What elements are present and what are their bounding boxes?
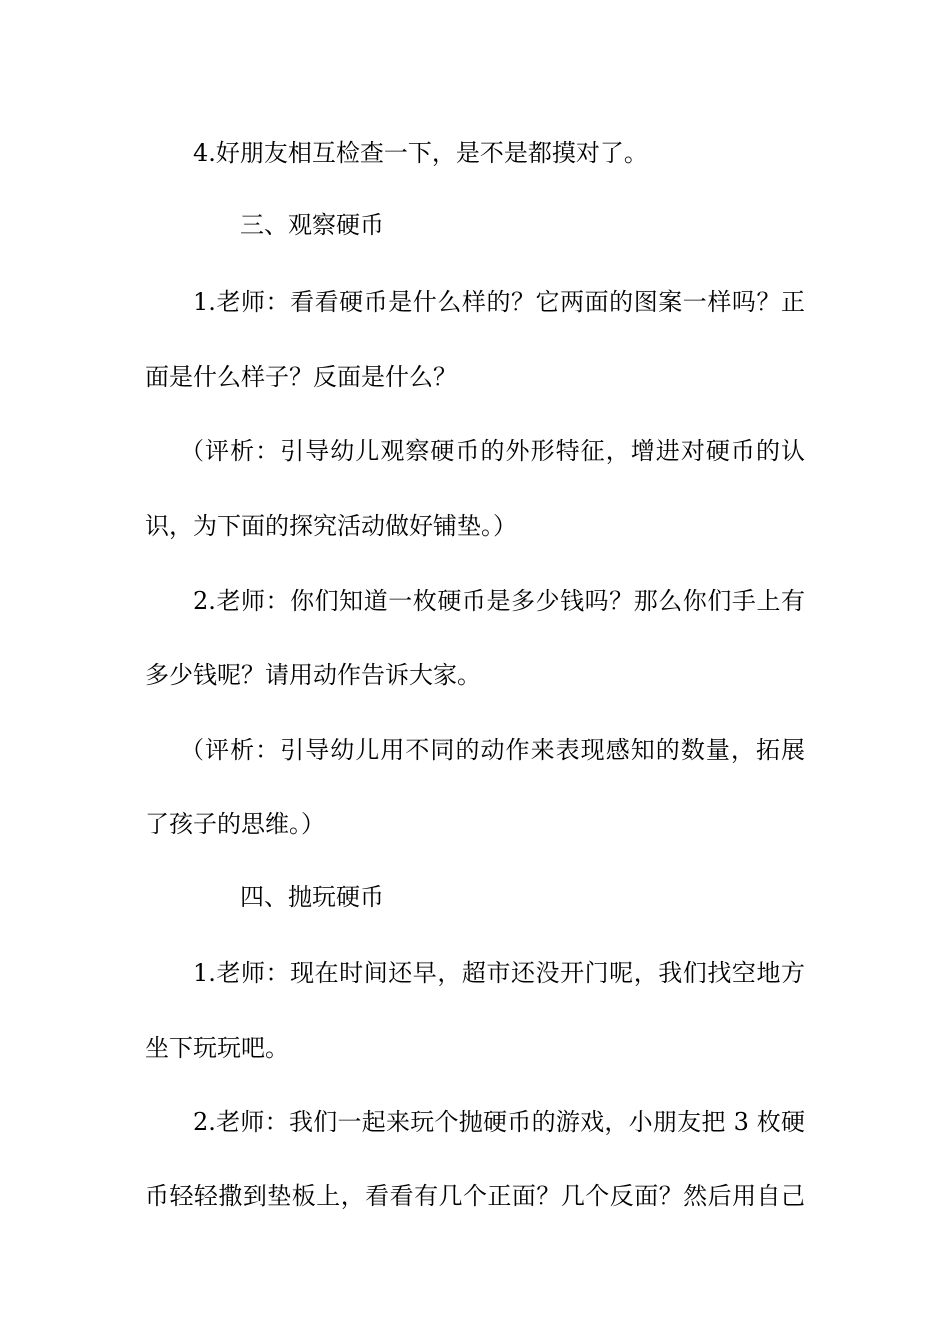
section-heading-toss-coin: 四、抛玩硬币	[240, 883, 384, 911]
paragraph-line: 1.老师：看看硬币是什么样的？它两面的图案一样吗？正	[193, 288, 805, 316]
paragraph-line: 多少钱呢？请用动作告诉大家。	[145, 661, 481, 689]
commentary-line: （评析：引导幼儿观察硬币的外形特征，增进对硬币的认	[180, 437, 805, 465]
paragraph-line: 2.老师：你们知道一枚硬币是多少钱吗？那么你们手上有	[193, 587, 805, 615]
commentary-line: 了孩子的思维。）	[145, 810, 325, 838]
paragraph-line-check-touch: 4.好朋友相互检查一下，是不是都摸对了。	[193, 139, 648, 167]
paragraph-line: 1.老师：现在时间还早，超市还没开门呢，我们找空地方	[193, 959, 805, 987]
paragraph-line: 面是什么样子？反面是什么？	[145, 363, 457, 391]
commentary-line: 识，为下面的探究活动做好铺垫。）	[145, 512, 517, 540]
commentary-line: （评析：引导幼儿用不同的动作来表现感知的数量，拓展	[180, 736, 805, 764]
paragraph-line: 币轻轻撒到垫板上，看看有几个正面？几个反面？然后用自己	[145, 1182, 805, 1210]
paragraph-line: 坐下玩玩吧。	[145, 1034, 289, 1062]
section-heading-observe-coin: 三、观察硬币	[240, 211, 384, 239]
paragraph-line: 2.老师：我们一起来玩个抛硬币的游戏，小朋友把 3 枚硬	[193, 1108, 805, 1136]
